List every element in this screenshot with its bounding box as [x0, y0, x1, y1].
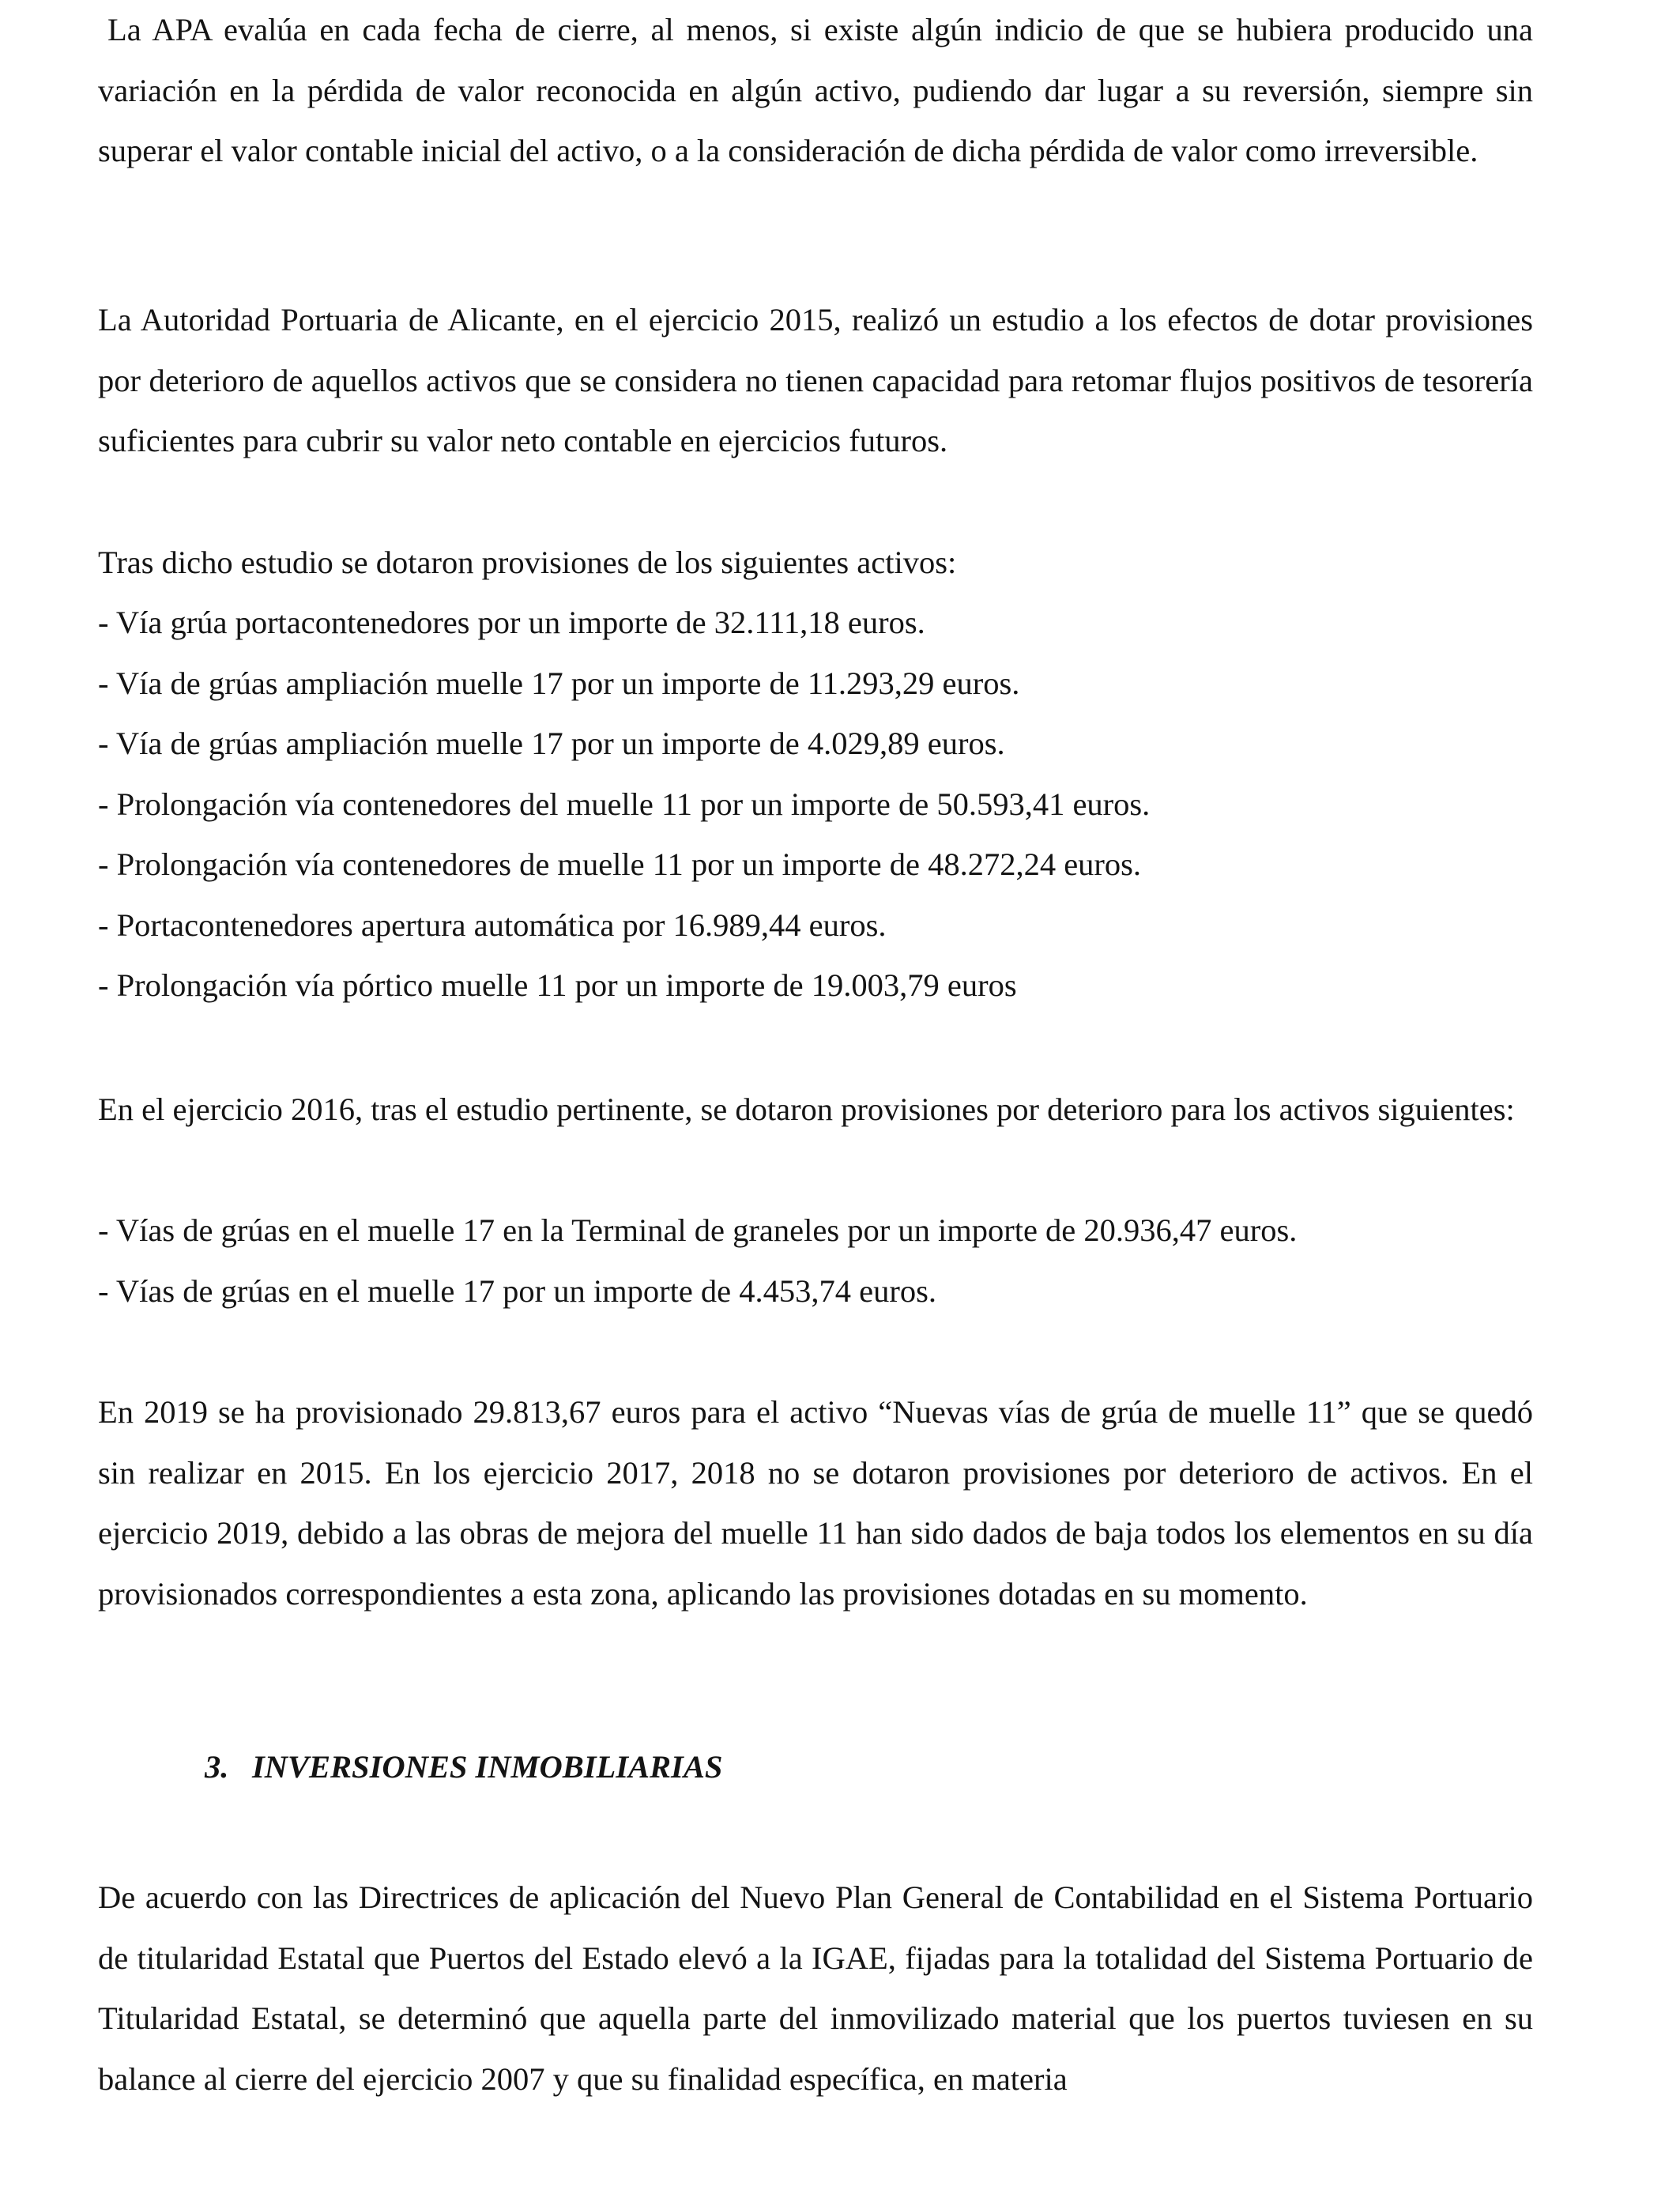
list-item: - Vías de grúas en el muelle 17 en la Terminal de graneles por un importe de 20.936,47 euros.	[98, 1212, 1298, 1248]
paragraph-provision-2019: En 2019 se ha provisionado 29.813,67 euros para el activo “Nuevas vías de grúa de muelle 11” que se quedó sin realizar en 2015. En los ejercicio 2017, 2018 no se dotaron provisiones por deterioro de activos. En el ejercicio 2019, debido a las obras de mejora del muelle 11 han sido dados de baja todos los elementos en su día provisionados correspondientes a esta zona, aplicando las provisiones dotadas en su momento.	[98, 1394, 1533, 1612]
list-item: - Vías de grúas en el muelle 17 por un importe de 4.453,74 euros.	[98, 1272, 937, 1309]
paragraph-provisions-intro: Tras dicho estudio se dotaron provisiones de los siguientes activos:	[98, 545, 957, 580]
section-title: INVERSIONES INMOBILIARIAS	[252, 1749, 723, 1785]
list-item: - Prolongación vía contenedores de muelle 11 por un importe de 48.272,24 euros.	[98, 846, 1142, 882]
list-item: - Prolongación vía contenedores del muelle 11 por un importe de 50.593,41 euros.	[98, 786, 1151, 822]
paragraph-directrices: De acuerdo con las Directrices de aplicación del Nuevo Plan General de Contabilidad en el Sistema Portuario de titularidad Estatal que Puertos del Estado elevó a la IGAE, fijadas para la totalidad del Sistema Portuario de Titularidad Estatal, se determinó que aquella parte del inmovilizado material que los puertos tuviesen en su balance al cierre del ejercicio 2007 y que su finalidad específica, en materia	[98, 1879, 1533, 2097]
list-item: - Vía de grúas ampliación muelle 17 por un importe de 11.293,29 euros.	[98, 665, 1020, 701]
section-heading	[205, 1744, 722, 1791]
list-item: - Portacontenedores apertura automática por 16.989,44 euros.	[98, 907, 887, 943]
paragraph-exercise-2016: En el ejercicio 2016, tras el estudio pertinente, se dotaron provisiones por deterioro para los activos siguientes:	[98, 1091, 1515, 1127]
list-item: - Prolongación vía pórtico muelle 11 por un importe de 19.003,79 euros	[98, 967, 1017, 1003]
list-item: - Vía de grúas ampliación muelle 17 por un importe de 4.029,89 euros.	[98, 726, 1005, 761]
section-number: 3.	[205, 1749, 229, 1785]
paragraph-apa-evaluation: La APA evalúa en cada fecha de cierre, al menos, si existe algún indicio de que se hubiera producido una variación en la pérdida de valor reconocida en algún activo, pudiendo dar lugar a su reversión, siempre sin superar el valor contable inicial del activo, o a la consideración de dicha pérdida de valor como irreversible.	[98, 12, 1533, 168]
paragraph-study-2015: La Autoridad Portuaria de Alicante, en el ejercicio 2015, realizó un estudio a los efectos de dotar provisiones por deterioro de aquellos activos que se considera no tienen capacidad para retomar flujos positivos de tesorería suficientes para cubrir su valor neto contable en ejercicios futuros.	[98, 302, 1533, 458]
provisions-list-2015	[98, 593, 1533, 1016]
provisions-list-2016	[98, 1201, 1533, 1321]
list-item: - Vía grúa portacontenedores por un importe de 32.111,18 euros.	[98, 605, 925, 640]
